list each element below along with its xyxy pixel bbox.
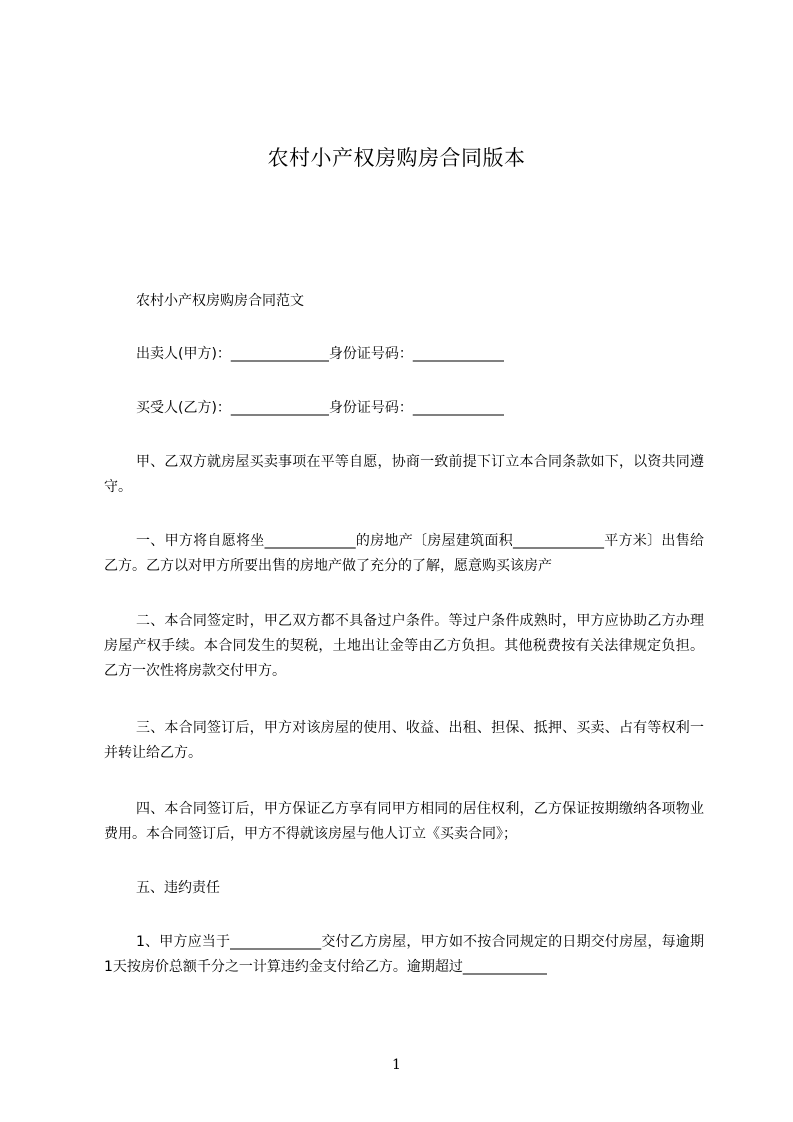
clause-4-paragraph: 四、本合同签订后，甲方保证乙方享有同甲方相同的居住权利，乙方保证按期缴纳各项物业费用。本合同签订后，甲方不得就该房屋与他人订立《买卖合同》； bbox=[104, 801, 704, 842]
document-title: 农村小产权房购房合同版本 bbox=[267, 146, 526, 170]
clause-5-1-paragraph: 1、甲方应当于_____________交付乙方房屋，甲方如不按合同规定的日期交付房屋，每逾期1天按房价总额千分之一计算违约金支付给乙方。逾期超过____________ bbox=[104, 934, 704, 975]
clause-1-paragraph: 一、甲方将自愿将坐_____________的房地产〔房屋建筑面积_____________平方米〕出售给乙方。乙方以对甲方所要出售的房地产做了充分的了解，愿意购买该房产 bbox=[104, 533, 704, 574]
clause-3-paragraph: 三、本合同签订后，甲方对该房屋的使用、收益、出租、担保、抵押、买卖、占有等权利一并转让给乙方。 bbox=[104, 720, 704, 761]
clause-2-paragraph: 二、本合同签定时，甲乙双方都不具备过户条件。等过户条件成熟时，甲方应协助乙方办理房屋产权手续。本合同发生的契税，土地出让金等由乙方负担。其他税费按有关法律规定负担。乙方一次性将房款交付甲方。 bbox=[104, 613, 704, 679]
intro-paragraph: 甲、乙双方就房屋买卖事项在平等自愿，协商一致前提下订立本合同条款如下，以资共同遵守。 bbox=[104, 454, 704, 495]
seller-line: 出卖人(甲方)：______________身份证号码：_____________ bbox=[136, 346, 504, 362]
page-number: 1 bbox=[392, 1057, 401, 1073]
section-5-heading: 五、违约责任 bbox=[136, 880, 220, 896]
buyer-line: 买受人(乙方)：______________身份证号码：_____________ bbox=[136, 400, 504, 416]
subtitle-paragraph: 农村小产权房购房合同范文 bbox=[136, 293, 304, 309]
